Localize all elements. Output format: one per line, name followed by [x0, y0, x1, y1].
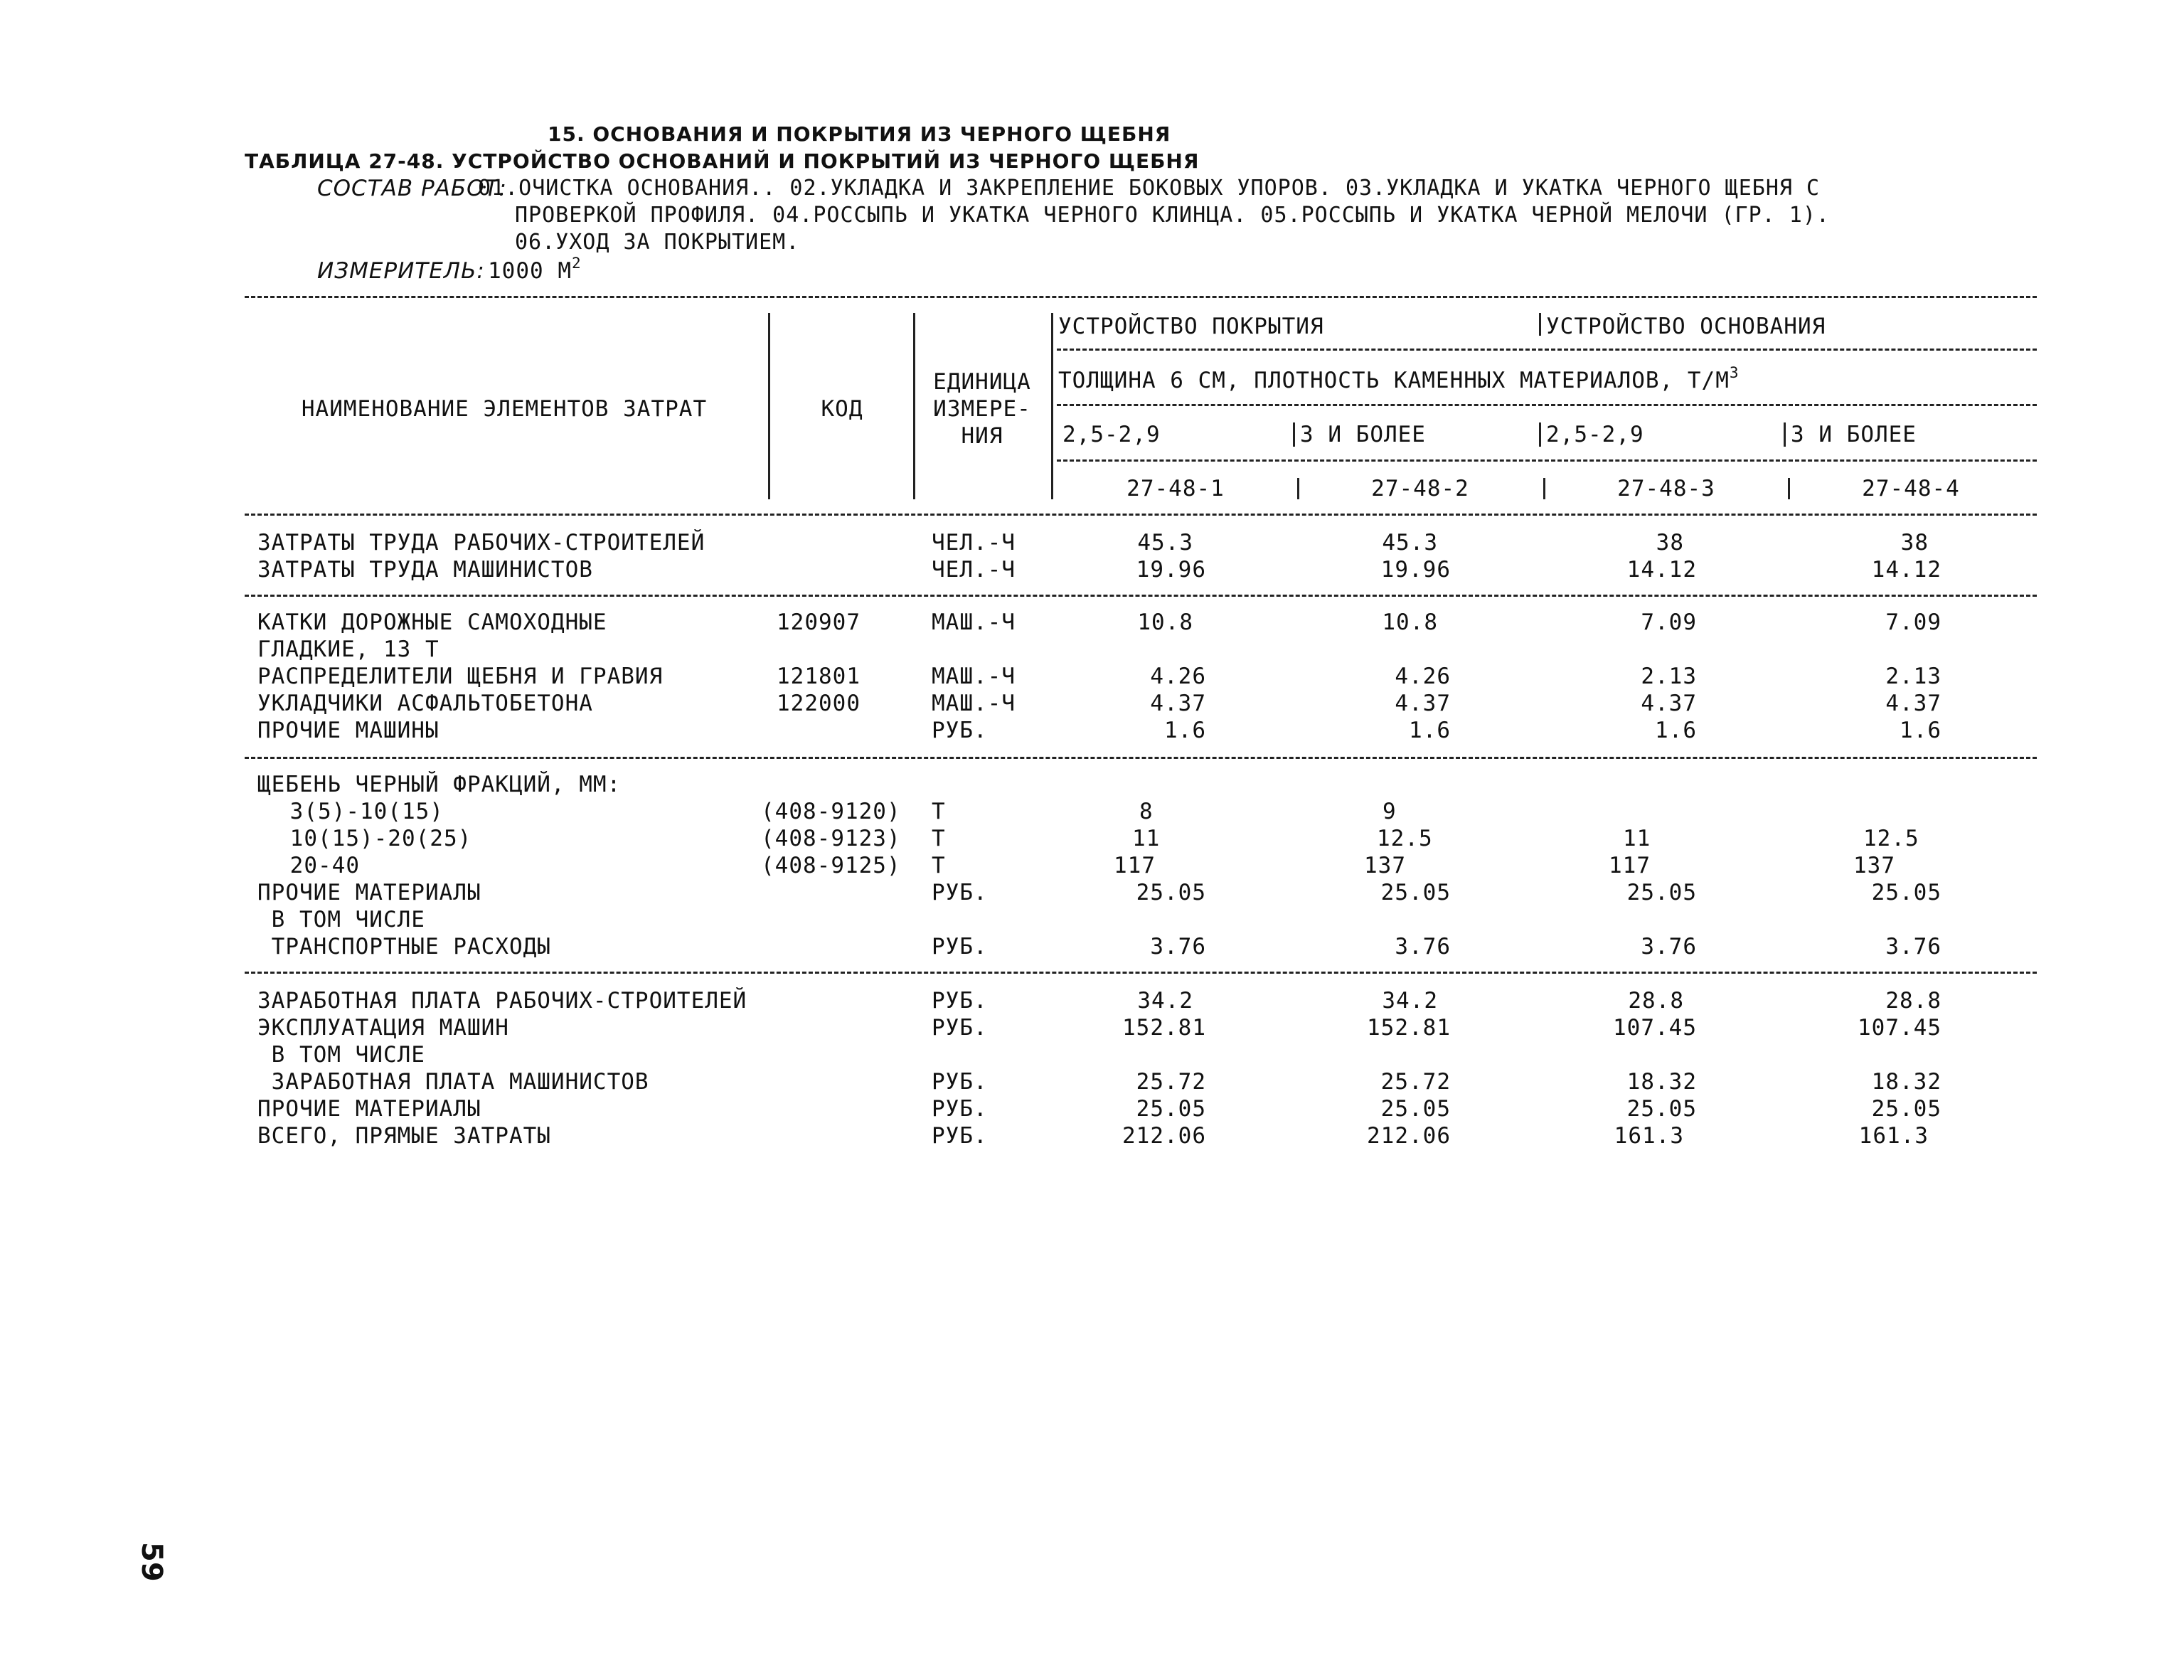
row-value-2: 1.6 — [1409, 718, 1451, 743]
row-value-4: 161.3 — [1858, 1123, 1929, 1149]
row-value-4: 2.13 — [1885, 664, 1941, 689]
row-value-4: 25.05 — [1871, 1096, 1941, 1122]
section-rule-3 — [245, 972, 2037, 974]
code-divider-4 — [1788, 478, 1790, 499]
col-unit-header-2: ИЗМЕРЕ- — [933, 396, 1031, 422]
row-name: ЭКСПЛУАТАЦИЯ МАШИН — [257, 1015, 509, 1041]
density-2: 3 И БОЛЕЕ — [1300, 422, 1426, 447]
work-label: СОСТАВ РАБОТ: — [317, 176, 507, 201]
row-value-1: 25.05 — [1136, 880, 1206, 905]
row-value-1: 25.72 — [1136, 1069, 1206, 1095]
row-value-3: 14.12 — [1626, 557, 1697, 583]
header-bottom-rule — [245, 514, 2037, 516]
row-name: ЗАРАБОТНАЯ ПЛАТА МАШИНИСТОВ — [257, 1069, 649, 1095]
col-code-header: КОД — [821, 396, 863, 422]
col-unit-header-1: ЕДИНИЦА — [933, 369, 1031, 395]
header-rule-3 — [1057, 459, 2037, 462]
density-divider-4 — [1784, 422, 1786, 447]
measure-exponent: 2 — [571, 255, 582, 272]
density-3: 2,5-2,9 — [1546, 422, 1644, 447]
row-value-3: 107.45 — [1613, 1015, 1697, 1041]
row-name: ТРАНСПОРТНЫЕ РАСХОДЫ — [257, 934, 551, 959]
row-code: (408-9123) — [761, 826, 901, 851]
work-line-3: 06.УХОД ЗА ПОКРЫТИЕМ. — [515, 230, 800, 255]
row-value-4: 14.12 — [1871, 557, 1941, 583]
group-base-header: УСТРОЙСТВО ОСНОВАНИЯ — [1546, 314, 1826, 339]
col-name-header: НАИМЕНОВАНИЕ ЭЛЕМЕНТОВ ЗАТРАТ — [301, 396, 708, 422]
row-unit: РУБ. — [932, 1096, 988, 1122]
col-unit-header-3: НИЯ — [961, 423, 1003, 449]
row-value-1: 19.96 — [1136, 557, 1206, 583]
row-value-4: 4.37 — [1885, 691, 1941, 716]
row-value-4: 7.09 — [1885, 610, 1941, 635]
row-value-4: 18.32 — [1871, 1069, 1941, 1095]
row-value-3: 3.76 — [1641, 934, 1697, 959]
row-value-4: 12.5 — [1863, 826, 1919, 851]
row-value-3: 25.05 — [1626, 880, 1697, 905]
row-name: ЗАТРАТЫ ТРУДА РАБОЧИХ-СТРОИТЕЛЕЙ — [257, 530, 705, 555]
code-divider-2 — [1297, 478, 1299, 499]
row-unit: РУБ. — [932, 880, 988, 905]
row-name: ГЛАДКИЕ, 13 Т — [257, 637, 440, 662]
row-name: 10(15)-20(25) — [276, 826, 472, 851]
row-value-4: 137 — [1853, 853, 1895, 878]
section-title: 15. ОСНОВАНИЯ И ПОКРЫТИЯ ИЗ ЧЕРНОГО ЩЕБНЯ — [548, 122, 1171, 146]
row-value-2: 19.96 — [1380, 557, 1451, 583]
row-name: ЩЕБЕНЬ ЧЕРНЫЙ ФРАКЦИЙ, ММ: — [257, 772, 622, 797]
row-value-1: 4.26 — [1150, 664, 1206, 689]
work-line-2: ПРОВЕРКОЙ ПРОФИЛЯ. 04.РОССЫПЬ И УКАТКА ЧЕРНОГО КЛИНЦА. 05.РОССЫПЬ И УКАТКА ЧЕРНОЙ МЕЛОЧИ (ГР. 1). — [515, 203, 1830, 228]
row-unit: МАШ.-Ч — [932, 691, 1016, 716]
row-value-2: 45.3 — [1382, 530, 1438, 555]
column-code-3: 27-48-3 — [1617, 476, 1715, 501]
header-divider-unit — [1051, 313, 1053, 499]
row-value-1: 117 — [1114, 853, 1156, 878]
row-value-1: 212.06 — [1122, 1123, 1206, 1149]
row-value-3: 11 — [1623, 826, 1651, 851]
header-divider-name — [768, 313, 770, 499]
work-line-1: 01.ОЧИСТКА ОСНОВАНИЯ.. 02.УКЛАДКА И ЗАКРЕПЛЕНИЕ БОКОВЫХ УПОРОВ. 03.УКЛАДКА И УКАТКА ЧЕРНОГО ЩЕБНЯ С — [478, 176, 1821, 201]
row-value-1: 34.2 — [1137, 988, 1193, 1014]
row-value-3: 18.32 — [1626, 1069, 1697, 1095]
row-value-2: 152.81 — [1367, 1015, 1451, 1041]
row-unit: РУБ. — [932, 988, 988, 1014]
row-value-4: 3.76 — [1885, 934, 1941, 959]
measure-unit: 1000 М — [488, 258, 572, 284]
page-number: 59 — [135, 1542, 168, 1582]
row-value-2: 9 — [1383, 799, 1397, 824]
density-4: 3 И БОЛЕЕ — [1791, 422, 1917, 447]
row-value-3: 2.13 — [1641, 664, 1697, 689]
section-rule-1 — [245, 595, 2037, 597]
row-code: (408-9125) — [761, 853, 901, 878]
row-value-4: 1.6 — [1900, 718, 1941, 743]
density-divider-3 — [1539, 422, 1541, 447]
row-unit: Т — [932, 853, 946, 878]
row-value-3: 25.05 — [1626, 1096, 1697, 1122]
code-divider-3 — [1543, 478, 1545, 499]
row-value-4: 28.8 — [1885, 988, 1941, 1014]
row-value-3: 161.3 — [1614, 1123, 1684, 1149]
row-code: (408-9120) — [761, 799, 901, 824]
row-value-3: 1.6 — [1655, 718, 1697, 743]
row-unit: Т — [932, 826, 946, 851]
header-divider-code — [913, 313, 915, 499]
row-code: 122000 — [777, 691, 861, 716]
row-value-2: 212.06 — [1367, 1123, 1451, 1149]
section-rule-2 — [245, 757, 2037, 759]
table-title: ТАБЛИЦА 27-48. УСТРОЙСТВО ОСНОВАНИЙ И ПОКРЫТИЙ ИЗ ЧЕРНОГО ЩЕБНЯ — [245, 149, 1200, 173]
row-code: 120907 — [777, 610, 861, 635]
row-value-2: 4.37 — [1395, 691, 1451, 716]
row-value-3: 38 — [1656, 530, 1684, 555]
row-value-4: 107.45 — [1858, 1015, 1941, 1041]
row-unit: РУБ. — [932, 718, 988, 743]
row-unit: РУБ. — [932, 1123, 988, 1149]
row-value-1: 3.76 — [1150, 934, 1206, 959]
row-name: В ТОМ ЧИСЛЕ — [257, 907, 425, 932]
header-rule-1 — [1057, 349, 2037, 351]
row-value-1: 8 — [1139, 799, 1154, 824]
column-code-2: 27-48-2 — [1371, 476, 1469, 501]
table-top-rule — [245, 296, 2037, 298]
row-name: КАТКИ ДОРОЖНЫЕ САМОХОДНЫЕ — [257, 610, 607, 635]
row-value-2: 12.5 — [1377, 826, 1433, 851]
thickness-header — [1058, 364, 1740, 396]
row-unit: ЧЕЛ.-Ч — [932, 530, 1016, 555]
row-name: ЗАТРАТЫ ТРУДА МАШИНИСТОВ — [257, 557, 593, 583]
row-name: ПРОЧИЕ МАШИНЫ — [257, 718, 440, 743]
row-value-1: 4.37 — [1150, 691, 1206, 716]
row-unit: МАШ.-Ч — [932, 664, 1016, 689]
row-value-2: 34.2 — [1382, 988, 1438, 1014]
row-name: В ТОМ ЧИСЛЕ — [257, 1042, 425, 1068]
row-unit: МАШ.-Ч — [932, 610, 1016, 635]
thickness-exponent: 3 — [1729, 364, 1740, 381]
measure-value — [488, 257, 582, 287]
row-name: УКЛАДЧИКИ АСФАЛЬТОБЕТОНА — [257, 691, 593, 716]
row-value-2: 4.26 — [1395, 664, 1451, 689]
row-name: ЗАРАБОТНАЯ ПЛАТА РАБОЧИХ-СТРОИТЕЛЕЙ — [257, 988, 747, 1014]
row-value-1: 1.6 — [1164, 718, 1206, 743]
row-value-1: 25.05 — [1136, 1096, 1206, 1122]
column-code-4: 27-48-4 — [1862, 476, 1960, 501]
row-value-2: 25.05 — [1380, 880, 1451, 905]
row-value-2: 25.05 — [1380, 1096, 1451, 1122]
row-name: ПРОЧИЕ МАТЕРИАЛЫ — [257, 1096, 481, 1122]
measure-label: ИЗМЕРИТЕЛЬ: — [317, 258, 485, 284]
row-value-1: 10.8 — [1137, 610, 1193, 635]
row-value-4: 25.05 — [1871, 880, 1941, 905]
thickness-text: ТОЛЩИНА 6 СМ, ПЛОТНОСТЬ КАМЕННЫХ МАТЕРИАЛОВ, Т/М — [1058, 368, 1730, 393]
row-value-3: 28.8 — [1628, 988, 1684, 1014]
row-value-1: 11 — [1132, 826, 1161, 851]
row-value-1: 45.3 — [1137, 530, 1193, 555]
row-value-3: 117 — [1609, 853, 1651, 878]
row-unit: РУБ. — [932, 1015, 988, 1041]
row-unit: РУБ. — [932, 934, 988, 959]
row-value-2: 10.8 — [1382, 610, 1438, 635]
density-1: 2,5-2,9 — [1062, 422, 1161, 447]
column-code-1: 27-48-1 — [1126, 476, 1225, 501]
group-cover-header: УСТРОЙСТВО ПОКРЫТИЯ — [1058, 314, 1324, 339]
row-value-2: 25.72 — [1380, 1069, 1451, 1095]
header-rule-2 — [1057, 404, 2037, 406]
row-name: ВСЕГО, ПРЯМЫЕ ЗАТРАТЫ — [257, 1123, 551, 1149]
row-unit: РУБ. — [932, 1069, 988, 1095]
row-value-1: 152.81 — [1122, 1015, 1206, 1041]
row-name: 20-40 — [276, 853, 360, 878]
row-name: РАСПРЕДЕЛИТЕЛИ ЩЕБНЯ И ГРАВИЯ — [257, 664, 664, 689]
row-unit: ЧЕЛ.-Ч — [932, 557, 1016, 583]
row-value-3: 4.37 — [1641, 691, 1697, 716]
row-value-2: 137 — [1364, 853, 1406, 878]
row-name: ПРОЧИЕ МАТЕРИАЛЫ — [257, 880, 481, 905]
row-value-2: 3.76 — [1395, 934, 1451, 959]
header-divider-base — [1539, 313, 1541, 336]
row-value-4: 38 — [1900, 530, 1929, 555]
row-value-3: 7.09 — [1641, 610, 1697, 635]
row-unit: Т — [932, 799, 946, 824]
density-divider-2 — [1293, 422, 1295, 447]
row-name: 3(5)-10(15) — [276, 799, 444, 824]
row-code: 121801 — [777, 664, 861, 689]
